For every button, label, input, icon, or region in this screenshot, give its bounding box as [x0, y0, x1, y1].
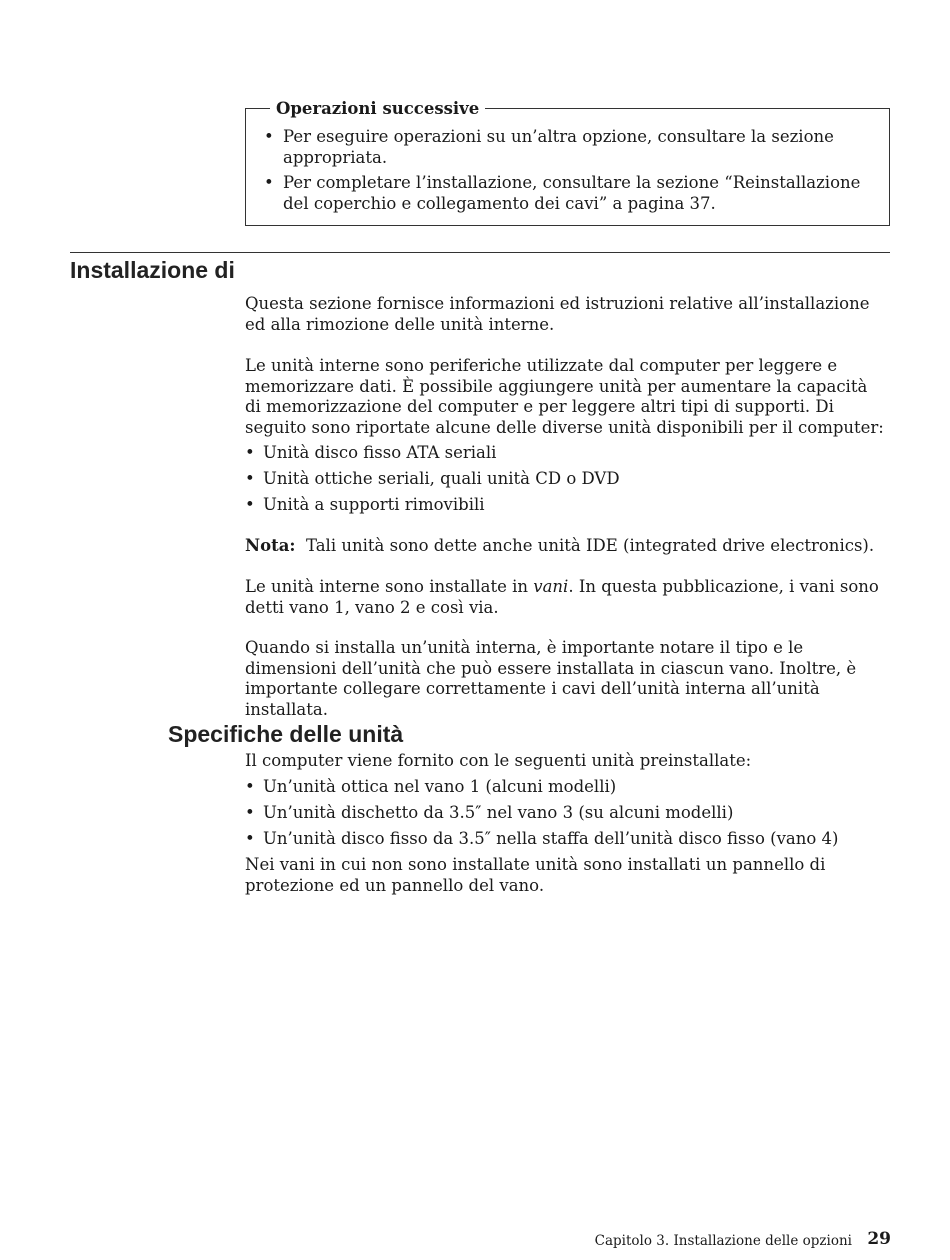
- list-item: • Un’unità dischetto da 3.5″ nel vano 3 (su alcuni modelli): [245, 803, 885, 824]
- note-label: Nota:: [245, 536, 296, 555]
- emphasis-vani: vani: [533, 577, 569, 596]
- paragraph: Nei vani in cui non sono installate unità sono installati un pannello di protezione ed un pannello del vano.: [245, 855, 826, 895]
- list-item: • Unità ottiche seriali, quali unità CD o DVD: [245, 469, 885, 490]
- next-steps-title: Operazioni successive: [270, 99, 485, 119]
- preinstalled-drives-list: [245, 777, 885, 850]
- section-heading-installazione: Installazione di: [70, 257, 235, 283]
- footer-chapter: Capitolo 3. Installazione delle opzioni: [594, 1233, 852, 1249]
- install-paragraph: [245, 638, 885, 720]
- section-divider: [70, 252, 890, 253]
- next-steps-item: • Per eseguire operazioni su un’altra opzione, consultare la sezione appropriata.: [262, 126, 872, 168]
- paragraph: Questa sezione fornisce informazioni ed istruzioni relative all’installazione ed alla rimozione delle unità interne.: [245, 294, 870, 334]
- text-segment: Le unità interne sono installate in: [245, 577, 534, 596]
- specs-block: [245, 751, 885, 896]
- list-item: • Un’unità ottica nel vano 1 (alcuni modelli): [245, 777, 885, 798]
- paragraph: Quando si installa un’unità interna, è importante notare il tipo e le dimensioni dell’unità che può essere installata in ciascun vano. Inoltre, è importante collegare correttamente i cavi dell’unità interna all’unità installata.: [245, 638, 857, 719]
- page-number: 29: [867, 1229, 891, 1249]
- text-segment: . In questa pubblicazione, i vani sono detti vano 1, vano 2 e così via.: [245, 577, 879, 617]
- drives-description: [245, 356, 885, 521]
- next-steps-item: • Per completare l’installazione, consultare la sezione “Reinstallazione del coperchio e collegamento dei cavi” a pagina 37.: [262, 172, 872, 214]
- drive-types-list: [245, 443, 885, 516]
- intro-paragraph: [245, 294, 885, 335]
- list-item: • Unità disco fisso ATA seriali: [245, 443, 885, 464]
- bays-paragraph: [245, 577, 885, 618]
- section-heading-specifiche: Specifiche delle unità: [168, 721, 404, 747]
- next-steps-list: [262, 126, 872, 218]
- paragraph: Le unità interne sono periferiche utilizzate dal computer per leggere e memorizzare dati. È possibile aggiungere unità per aumentare la capacità di memorizzazione del computer e per leggere altri tipi di supporti. Di seguito sono riportate alcune delle diverse unità disponibili per il computer:: [245, 356, 884, 437]
- list-item: • Unità a supporti rimovibili: [245, 495, 885, 516]
- note-text: Tali unità sono dette anche unità IDE (integrated drive electronics).: [306, 536, 875, 555]
- note: [245, 536, 885, 557]
- paragraph: Il computer viene fornito con le seguenti unità preinstallate:: [245, 751, 752, 770]
- list-item: • Un’unità disco fisso da 3.5″ nella staffa dell’unità disco fisso (vano 4): [245, 829, 885, 850]
